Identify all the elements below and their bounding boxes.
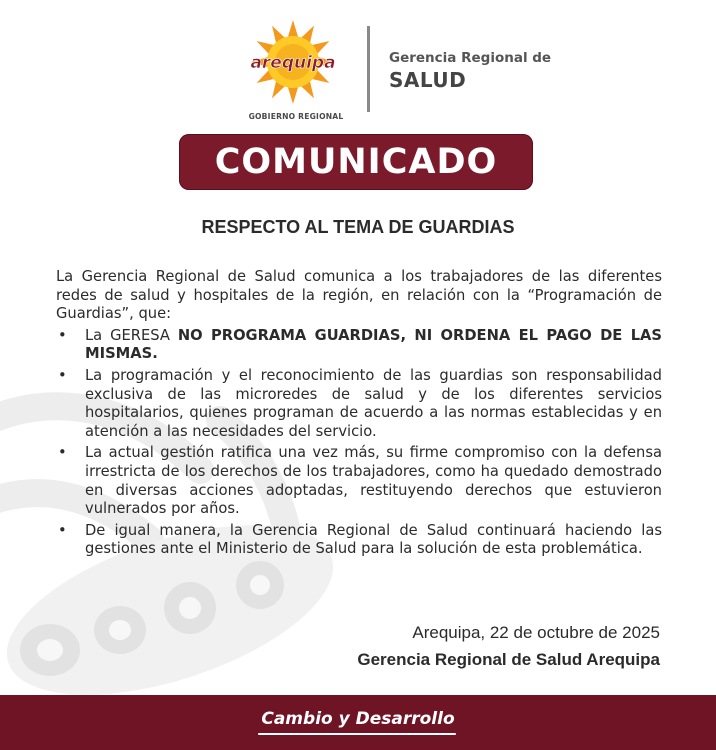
communique-body [56,268,662,559]
bullet-marker: • [58,366,67,384]
logo-caption: GOBIERNO REGIONAL [248,112,344,121]
entity-name-line1: Gerencia Regional de [389,50,552,66]
gobierno-regional-logo [232,20,358,124]
header-divider [367,26,370,112]
list-item [56,367,662,441]
bullet-bold-text: NO PROGRAMA GUARDIAS, NI ORDENA EL PAGO DE LAS MISMAS. [85,326,662,363]
bullet-marker: • [58,521,67,539]
bullet-marker: • [58,326,67,344]
list-item [56,522,662,559]
entity-name-line2: SALUD [389,68,467,92]
letterhead [0,14,716,124]
bullet-text: La actual gestión ratifica una vez más, su firme compromiso con la defensa irrestricta de los derechos de los trabajadores, como ha quedado demostrado en diversas acciones adoptadas, restituyendo derechos que estuvieron vulnerados por años. [85,444,662,518]
slogan-underline [258,733,456,735]
list-item [56,327,662,364]
list-item [56,444,662,518]
banner-title: COMUNICADO [214,142,498,182]
footer-bar [0,695,716,750]
signature: Gerencia Regional de Salud Arequipa [357,650,660,669]
date-line: Arequipa, 22 de octubre de 2025 [412,623,660,642]
intro-paragraph: La Gerencia Regional de Salud comunica a los trabajadores de las diferentes redes de salud y hospitales de la región, en relación con la “Programación de Guardias”, que: [56,268,662,323]
bullet-text: La programación y el reconocimiento de las guardias son responsabilidad exclusiva de las microredes de salud y de los diferentes servicios hospitalarios, quienes programan de acuerdo a las normas establecidas y en atención a las necesidades del servicio. [85,366,662,440]
bullet-lead-text: La GERESA [85,326,178,344]
logo-wordmark: arequipa [250,53,336,73]
sun-logo-icon [238,20,348,104]
comunicado-banner [179,134,533,190]
bullet-text: De igual manera, la Gerencia Regional de Salud continuará haciendo las gestiones ante el Ministerio de Salud para la solución de esta problemática. [85,521,662,558]
bullet-list [56,327,662,559]
footer-slogan: Cambio y Desarrollo [261,709,455,729]
bullet-marker: • [58,444,67,462]
subject-heading: RESPECTO AL TEMA DE GUARDIAS [201,217,515,237]
